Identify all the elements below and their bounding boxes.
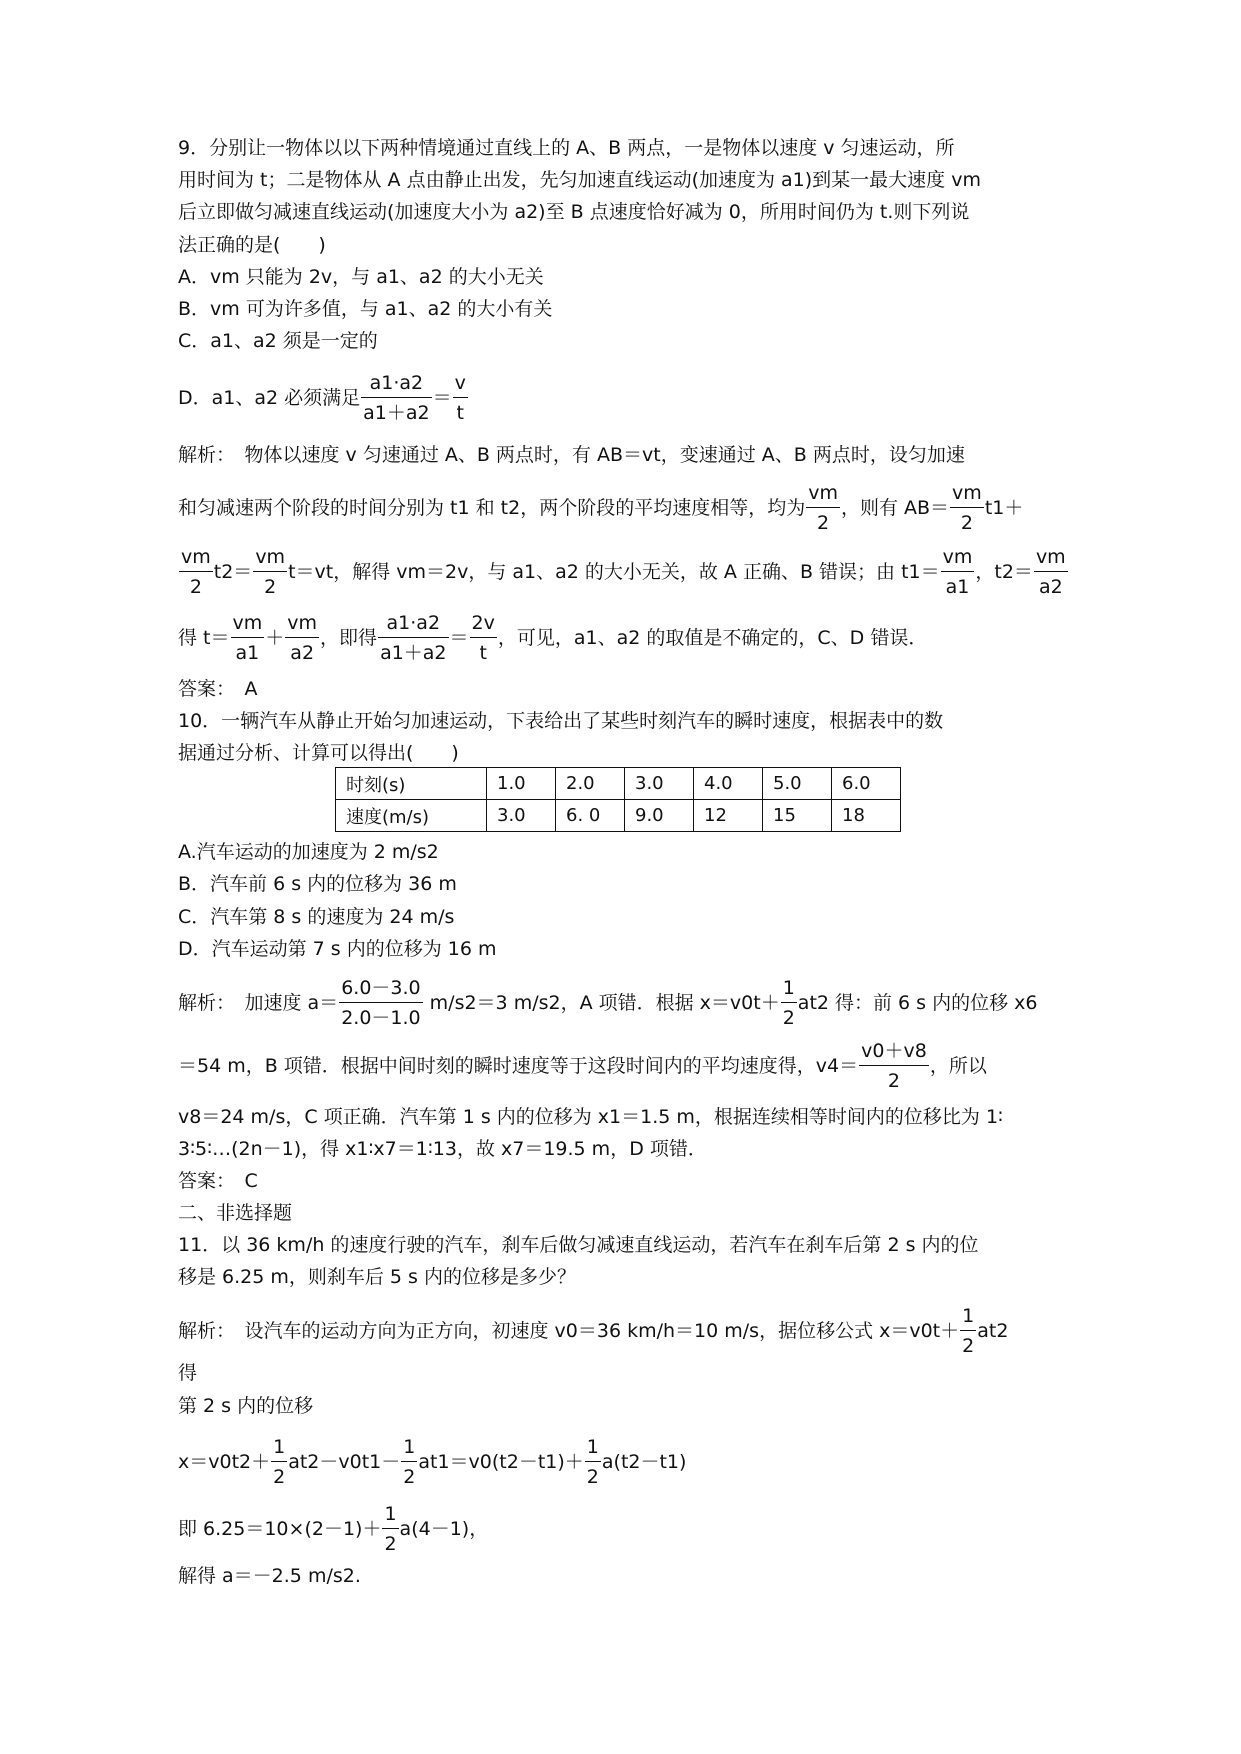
fraction-denominator: 2 <box>403 1465 416 1488</box>
q11-equation-2 <box>178 1503 488 1556</box>
fraction-numerator: vm <box>285 612 319 638</box>
fraction-numerator: vm <box>806 482 840 508</box>
fraction-numerator: a1·a2 <box>378 612 448 638</box>
section-heading: 二、非选择题 <box>178 1202 293 1224</box>
fraction-denominator: 2 <box>384 1532 397 1555</box>
solution-text: t2＝ <box>213 560 253 583</box>
fraction-numerator: vm <box>231 612 265 638</box>
fraction <box>453 372 468 425</box>
fraction-denominator: a2 <box>290 641 315 664</box>
q10-solution-line-1 <box>178 977 1038 1030</box>
fraction-numerator: v0＋v8 <box>859 1040 929 1066</box>
q11-solution-line-1 <box>178 1305 1008 1358</box>
fraction-denominator: 2 <box>782 1006 795 1029</box>
solution-text: at2 <box>977 1319 1009 1342</box>
q10-option-b: B．汽车前 6 s 内的位移为 36 m <box>178 873 457 895</box>
fraction-denominator: a1 <box>235 641 260 664</box>
fraction <box>231 612 265 665</box>
fraction-denominator: t <box>479 641 487 664</box>
table-cell: 6.0 <box>832 768 901 800</box>
table-cell: 3.0 <box>625 768 694 800</box>
q11-solution-line-3: 第 2 s 内的位移 <box>178 1395 314 1417</box>
fraction-numerator: vm <box>253 546 287 572</box>
table-cell: 18 <box>832 800 901 832</box>
solution-text: t＝vt，解得 vm＝2v，与 a1、a2 的大小无关，故 A 正确、B 错误；由 t1＝ <box>288 560 940 583</box>
q11-solution-line-2: 得 <box>178 1362 198 1384</box>
fraction-numerator: vm <box>950 482 984 508</box>
fraction-denominator: 2 <box>264 575 277 598</box>
fraction-denominator: 2 <box>962 1334 975 1357</box>
fraction-numerator: 1 <box>271 1436 287 1462</box>
fraction-denominator: 2 <box>960 511 973 534</box>
fraction-numerator: 2v <box>470 612 497 638</box>
solution-text: ，即得 <box>320 626 378 649</box>
velocity-table <box>335 767 901 832</box>
solution-text: a(4－1)， <box>399 1517 489 1540</box>
q9-answer: 答案： A <box>178 678 258 700</box>
table-cell: 时刻(s) <box>336 768 487 800</box>
equals: ＝ <box>432 386 452 409</box>
fraction-numerator: 1 <box>585 1436 601 1462</box>
solution-text: x＝v0t2＋ <box>178 1450 271 1473</box>
fraction <box>859 1040 929 1093</box>
solution-text: ，所以 <box>929 1054 987 1077</box>
fraction-numerator: 6.0－3.0 <box>339 977 422 1003</box>
solution-text: ＝54 m，B 项错．根据中间时刻的瞬时速度等于这段时间内的平均速度得，v4＝ <box>178 1054 859 1077</box>
q10-answer: 答案： C <box>178 1170 258 1192</box>
q11-stem-line-2: 移是 6.25 m，则刹车后 5 s 内的位移是多少？ <box>178 1266 576 1288</box>
fraction <box>941 546 975 599</box>
fraction-numerator: 1 <box>960 1305 976 1331</box>
q9-option-a: A．vm 只能为 2v，与 a1、a2 的大小无关 <box>178 266 544 288</box>
solution-text: 解析： 加速度 a＝ <box>178 991 339 1014</box>
q9-solution-line-1: 解析： 物体以速度 v 匀速通过 A、B 两点时，有 AB＝vt，变速通过 A、B 两点时，设匀加速 <box>178 444 965 466</box>
q10-option-a: A.汽车运动的加速度为 2 m/s2 <box>178 841 439 863</box>
fraction <box>781 977 797 1030</box>
fraction <box>585 1436 601 1489</box>
q9-solution-line-2 <box>178 482 1023 535</box>
q10-solution-line-2 <box>178 1040 987 1093</box>
fraction-denominator: 2 <box>817 511 830 534</box>
table-row <box>336 800 901 832</box>
solution-text: a(t2－t1) <box>601 1450 687 1473</box>
q10-stem-line-1: 10．一辆汽车从静止开始匀加速运动，下表给出了某些时刻汽车的瞬时速度，根据表中的数 <box>178 710 944 732</box>
solution-text: ＋ <box>265 626 285 649</box>
fraction-denominator: a2 <box>1038 575 1063 598</box>
q9-stem-line-1: 9．分别让一物体以以下两种情境通过直线上的 A、B 两点，一是物体以速度 v 匀速运动，所 <box>178 137 955 159</box>
fraction-numerator: 1 <box>382 1503 398 1529</box>
solution-text: ，可见，a1、a2 的取值是不确定的，C、D 错误． <box>497 626 928 649</box>
fraction-denominator: a1＋a2 <box>380 641 447 664</box>
fraction <box>960 1305 976 1358</box>
fraction-numerator: vm <box>179 546 213 572</box>
fraction <box>285 612 319 665</box>
fraction <box>179 546 213 599</box>
fraction <box>361 372 431 425</box>
q11-stem-line-1: 11．以 36 km/h 的速度行驶的汽车，刹车后做匀减速直线运动，若汽车在刹车后第 2 s 内的位 <box>178 1234 979 1256</box>
fraction <box>382 1503 398 1556</box>
solution-text: ，则有 AB＝ <box>840 496 950 519</box>
table-cell: 4.0 <box>694 768 763 800</box>
table-cell: 3.0 <box>487 800 556 832</box>
solution-text: at1＝v0(t2－t1)＋ <box>418 1450 584 1473</box>
fraction-denominator: 2 <box>887 1069 901 1092</box>
q9-solution-line-4 <box>178 612 927 665</box>
fraction-denominator: a1＋a2 <box>363 401 430 424</box>
fraction <box>401 1436 417 1489</box>
q9-option-d <box>178 372 469 425</box>
solution-text: 和匀减速两个阶段的时间分别为 t1 和 t2，两个阶段的平均速度相等，均为 <box>178 496 806 519</box>
solution-text: at2－v0t1－ <box>288 1450 401 1473</box>
table-cell: 9.0 <box>625 800 694 832</box>
fraction-denominator: 2 <box>586 1465 599 1488</box>
q9-option-b: B．vm 可为许多值，与 a1、a2 的大小有关 <box>178 298 553 320</box>
solution-text: 即 6.25＝10×(2－1)＋ <box>178 1517 382 1540</box>
fraction <box>470 612 497 665</box>
q11-result: 解得 a＝－2.5 m/s2. <box>178 1565 361 1587</box>
solution-text: m/s2＝3 m/s2，A 项错．根据 x＝v0t＋ <box>423 991 780 1014</box>
solution-text: ，t2＝ <box>975 560 1033 583</box>
fraction-numerator: 1 <box>401 1436 417 1462</box>
q9-option-d-text: D．a1、a2 必须满足 <box>178 386 361 409</box>
fraction-numerator: 1 <box>781 977 797 1003</box>
fraction <box>806 482 840 535</box>
solution-text: at2 得：前 6 s 内的位移 x6 <box>797 991 1038 1014</box>
fraction <box>271 1436 287 1489</box>
fraction-numerator: vm <box>941 546 975 572</box>
table-cell: 1.0 <box>487 768 556 800</box>
solution-text: 解析： 设汽车的运动方向为正方向，初速度 v0＝36 km/h＝10 m/s，据位移公式 x＝v0t＋ <box>178 1319 960 1342</box>
solution-text: t1＋ <box>984 496 1024 519</box>
fraction <box>378 612 448 665</box>
q10-option-c: C．汽车第 8 s 的速度为 24 m/s <box>178 906 455 928</box>
fraction-numerator: v <box>453 372 468 398</box>
table-cell: 速度(m/s) <box>336 800 487 832</box>
fraction-numerator: vm <box>1034 546 1068 572</box>
fraction <box>253 546 287 599</box>
q10-option-d: D．汽车运动第 7 s 内的位移为 16 m <box>178 938 497 960</box>
q10-solution-line-3: v8＝24 m/s，C 项正确．汽车第 1 s 内的位移为 x1＝1.5 m，根据连续相等时间内的位移比为 1∶ <box>178 1106 1003 1128</box>
fraction-denominator: a1 <box>945 575 970 598</box>
table-cell: 2.0 <box>556 768 625 800</box>
solution-text: ＝ <box>449 626 469 649</box>
q9-option-c: C．a1、a2 须是一定的 <box>178 330 378 352</box>
fraction-denominator: 2.0－1.0 <box>341 1006 421 1029</box>
solution-text: 得 t＝ <box>178 626 230 649</box>
q9-stem-line-4: 法正确的是( ) <box>178 234 326 256</box>
q9-stem-line-2: 用时间为 t；二是物体从 A 点由静止出发，先匀加速直线运动(加速度为 a1)到某一最大速度 vm <box>178 169 981 191</box>
q10-stem-line-2: 据通过分析、计算可以得出( ) <box>178 742 459 764</box>
fraction-denominator: 2 <box>189 575 202 598</box>
q10-solution-line-4: 3∶5∶…(2n－1)，得 x1∶x7＝1∶13，故 x7＝19.5 m，D 项错． <box>178 1138 707 1160</box>
q11-equation-1 <box>178 1436 686 1489</box>
q9-stem-line-3: 后立即做匀减速直线运动(加速度大小为 a2)至 B 点速度恰好减为 0，所用时间仍为 t.则下列说 <box>178 201 970 223</box>
fraction-denominator: 2 <box>273 1465 286 1488</box>
fraction-denominator: t <box>456 401 464 424</box>
fraction <box>339 977 422 1030</box>
q9-solution-line-3 <box>178 546 1069 599</box>
fraction <box>1034 546 1068 599</box>
table-cell: 12 <box>694 800 763 832</box>
table-cell: 15 <box>763 800 832 832</box>
table-cell: 5.0 <box>763 768 832 800</box>
fraction <box>950 482 984 535</box>
table-cell: 6. 0 <box>556 800 625 832</box>
fraction-numerator: a1·a2 <box>361 372 431 398</box>
table-row <box>336 768 901 800</box>
